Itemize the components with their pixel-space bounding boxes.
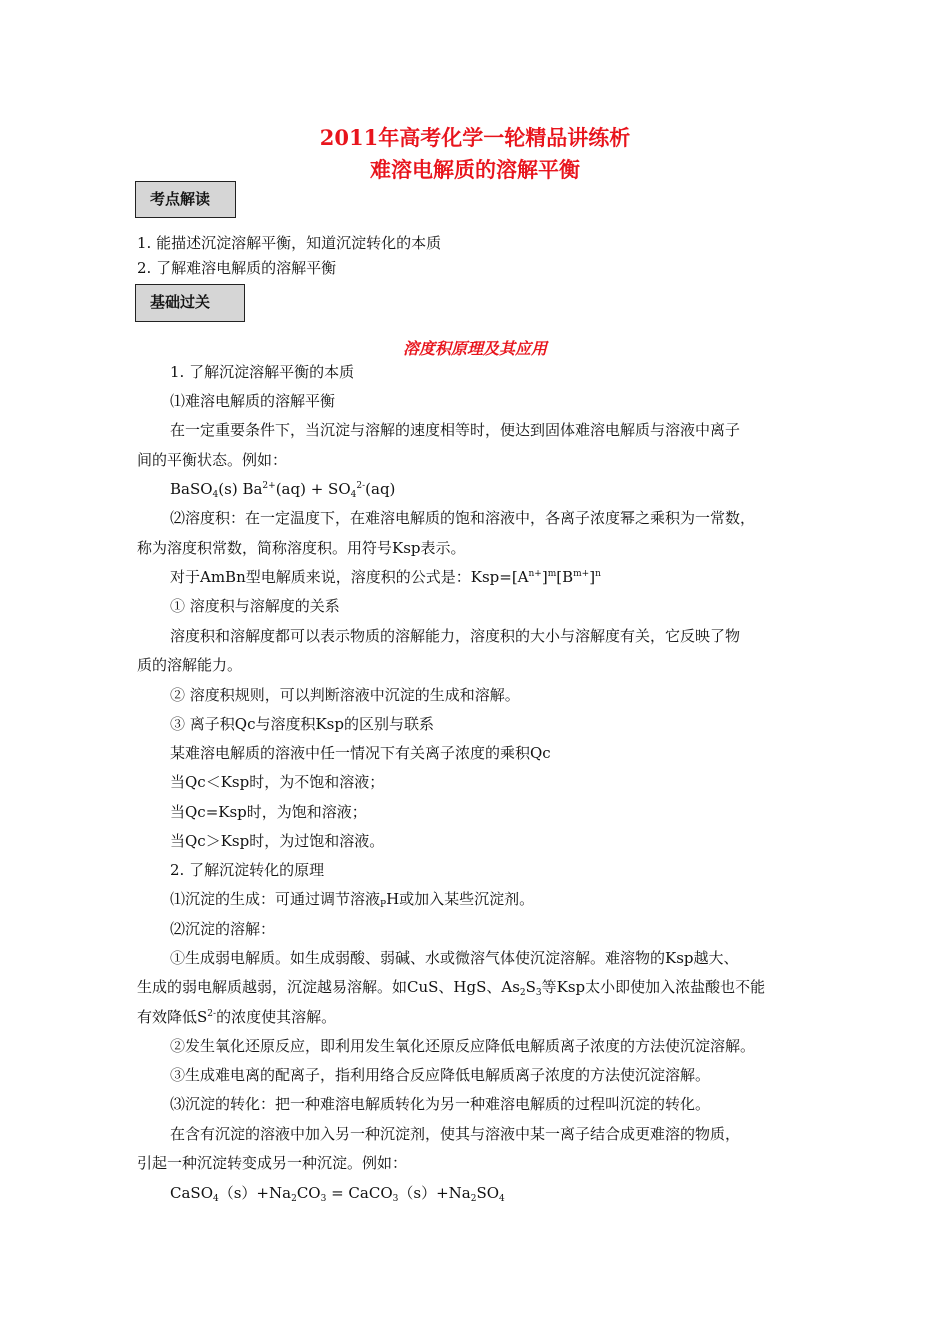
text-line: 引起一种沉淀转变成另一种沉淀。例如： bbox=[137, 1154, 408, 1172]
text-line: ⑴难溶电解质的溶解平衡 bbox=[170, 392, 336, 410]
text-line: 生成的弱电解质越弱，沉淀越易溶解。如CuS、HgS、$As_2S_3$等Ksp太小即使加入浓盐酸也不能 bbox=[137, 978, 766, 998]
text-line: 在一定重要条件下，当沉淀与溶解的速度相等时，便达到固体难溶电解质与溶液中离子 bbox=[170, 421, 741, 439]
text-line: ⑵溶度积：在一定温度下，在难溶电解质的饱和溶液中，各离子浓度幂之乘积为一常数， bbox=[170, 509, 756, 527]
text-line: 溶度积和溶解度都可以表示物质的溶解能力，溶度积的大小与溶解度有关，它反映了物 bbox=[170, 627, 741, 645]
text-line: 1. 了解沉淀溶解平衡的本质 bbox=[170, 363, 355, 381]
kaodian-item-1: 1. 能描述沉淀溶解平衡，知道沉淀转化的本质 bbox=[137, 234, 442, 252]
equation-caso4: $CaSO_4(s)+Na_2CO_3$ = $CaCO_3(s)+Na_2SO_4$ bbox=[170, 1184, 505, 1204]
text-line: ⑵沉淀的溶解： bbox=[170, 920, 276, 938]
text-line: ⑴沉淀的生成：可通过调节溶液$_P$H或加入某些沉淀剂。 bbox=[170, 890, 535, 910]
text-line: ① 溶度积与溶解度的关系 bbox=[170, 597, 340, 615]
equation-baso4: BaSO$_4$(s) $Ba^{2+}(aq) + SO_4^{2-}(aq)$ bbox=[170, 480, 396, 500]
text-line: ①生成弱电解质。如生成弱酸、弱碱、水或微溶气体使沉淀溶解。难溶物的Ksp越大、 bbox=[170, 949, 739, 967]
text-line: 质的溶解能力。 bbox=[137, 656, 243, 674]
text-line: 有效降低$S^{2-}$的浓度使其溶解。 bbox=[137, 1008, 337, 1026]
text-line: 某难溶电解质的溶液中任一情况下有关离子浓度的乘积Qc bbox=[170, 744, 551, 762]
text-line: 称为溶度积常数，简称溶度积。用符号Ksp表示。 bbox=[137, 539, 466, 557]
section-heading: 溶度积原理及其应用 bbox=[402, 339, 547, 358]
kaodian-item-2: 2. 了解难溶电解质的溶解平衡 bbox=[137, 259, 337, 277]
text-line: 在含有沉淀的溶液中加入另一种沉淀剂，使其与溶液中某一离子结合成更难溶的物质， bbox=[170, 1125, 741, 1143]
page-title: 2011年高考化学一轮精品讲练析 bbox=[319, 125, 631, 150]
text-line: 当Qc=Ksp时，为饱和溶液； bbox=[170, 803, 367, 821]
text-line: ②发生氧化还原反应，即利用发生氧化还原反应降低电解质离子浓度的方法使沉淀溶解。 bbox=[170, 1037, 756, 1055]
text-line: ③ 离子积Qc与溶度积Ksp的区别与联系 bbox=[170, 715, 434, 733]
section-box-jichu: 基础过关 bbox=[135, 284, 245, 322]
text-line: 间的平衡状态。例如： bbox=[137, 451, 288, 469]
text-line: 2. 了解沉淀转化的原理 bbox=[170, 861, 325, 879]
page-subtitle: 难溶电解质的溶解平衡 bbox=[370, 157, 580, 182]
text-line: ⑶沉淀的转化：把一种难溶电解质转化为另一种难溶电解质的过程叫沉淀的转化。 bbox=[170, 1095, 711, 1113]
text-line: ③生成难电离的配离子，指利用络合反应降低电解质离子浓度的方法使沉淀溶解。 bbox=[170, 1066, 711, 1084]
section-box-kaodian: 考点解读 bbox=[135, 181, 236, 218]
text-line: ② 溶度积规则，可以判断溶液中沉淀的生成和溶解。 bbox=[170, 686, 520, 704]
text-line: 当Qc＜Ksp时，为不饱和溶液； bbox=[170, 773, 385, 791]
ksp-formula-line: 对于AmBn型电解质来说，溶度积的公式是：$Ksp=[A^{n+}]^m[B^{m+}]^n$ bbox=[170, 568, 601, 586]
text-line: 当Qc＞Ksp时，为过饱和溶液。 bbox=[170, 832, 385, 850]
